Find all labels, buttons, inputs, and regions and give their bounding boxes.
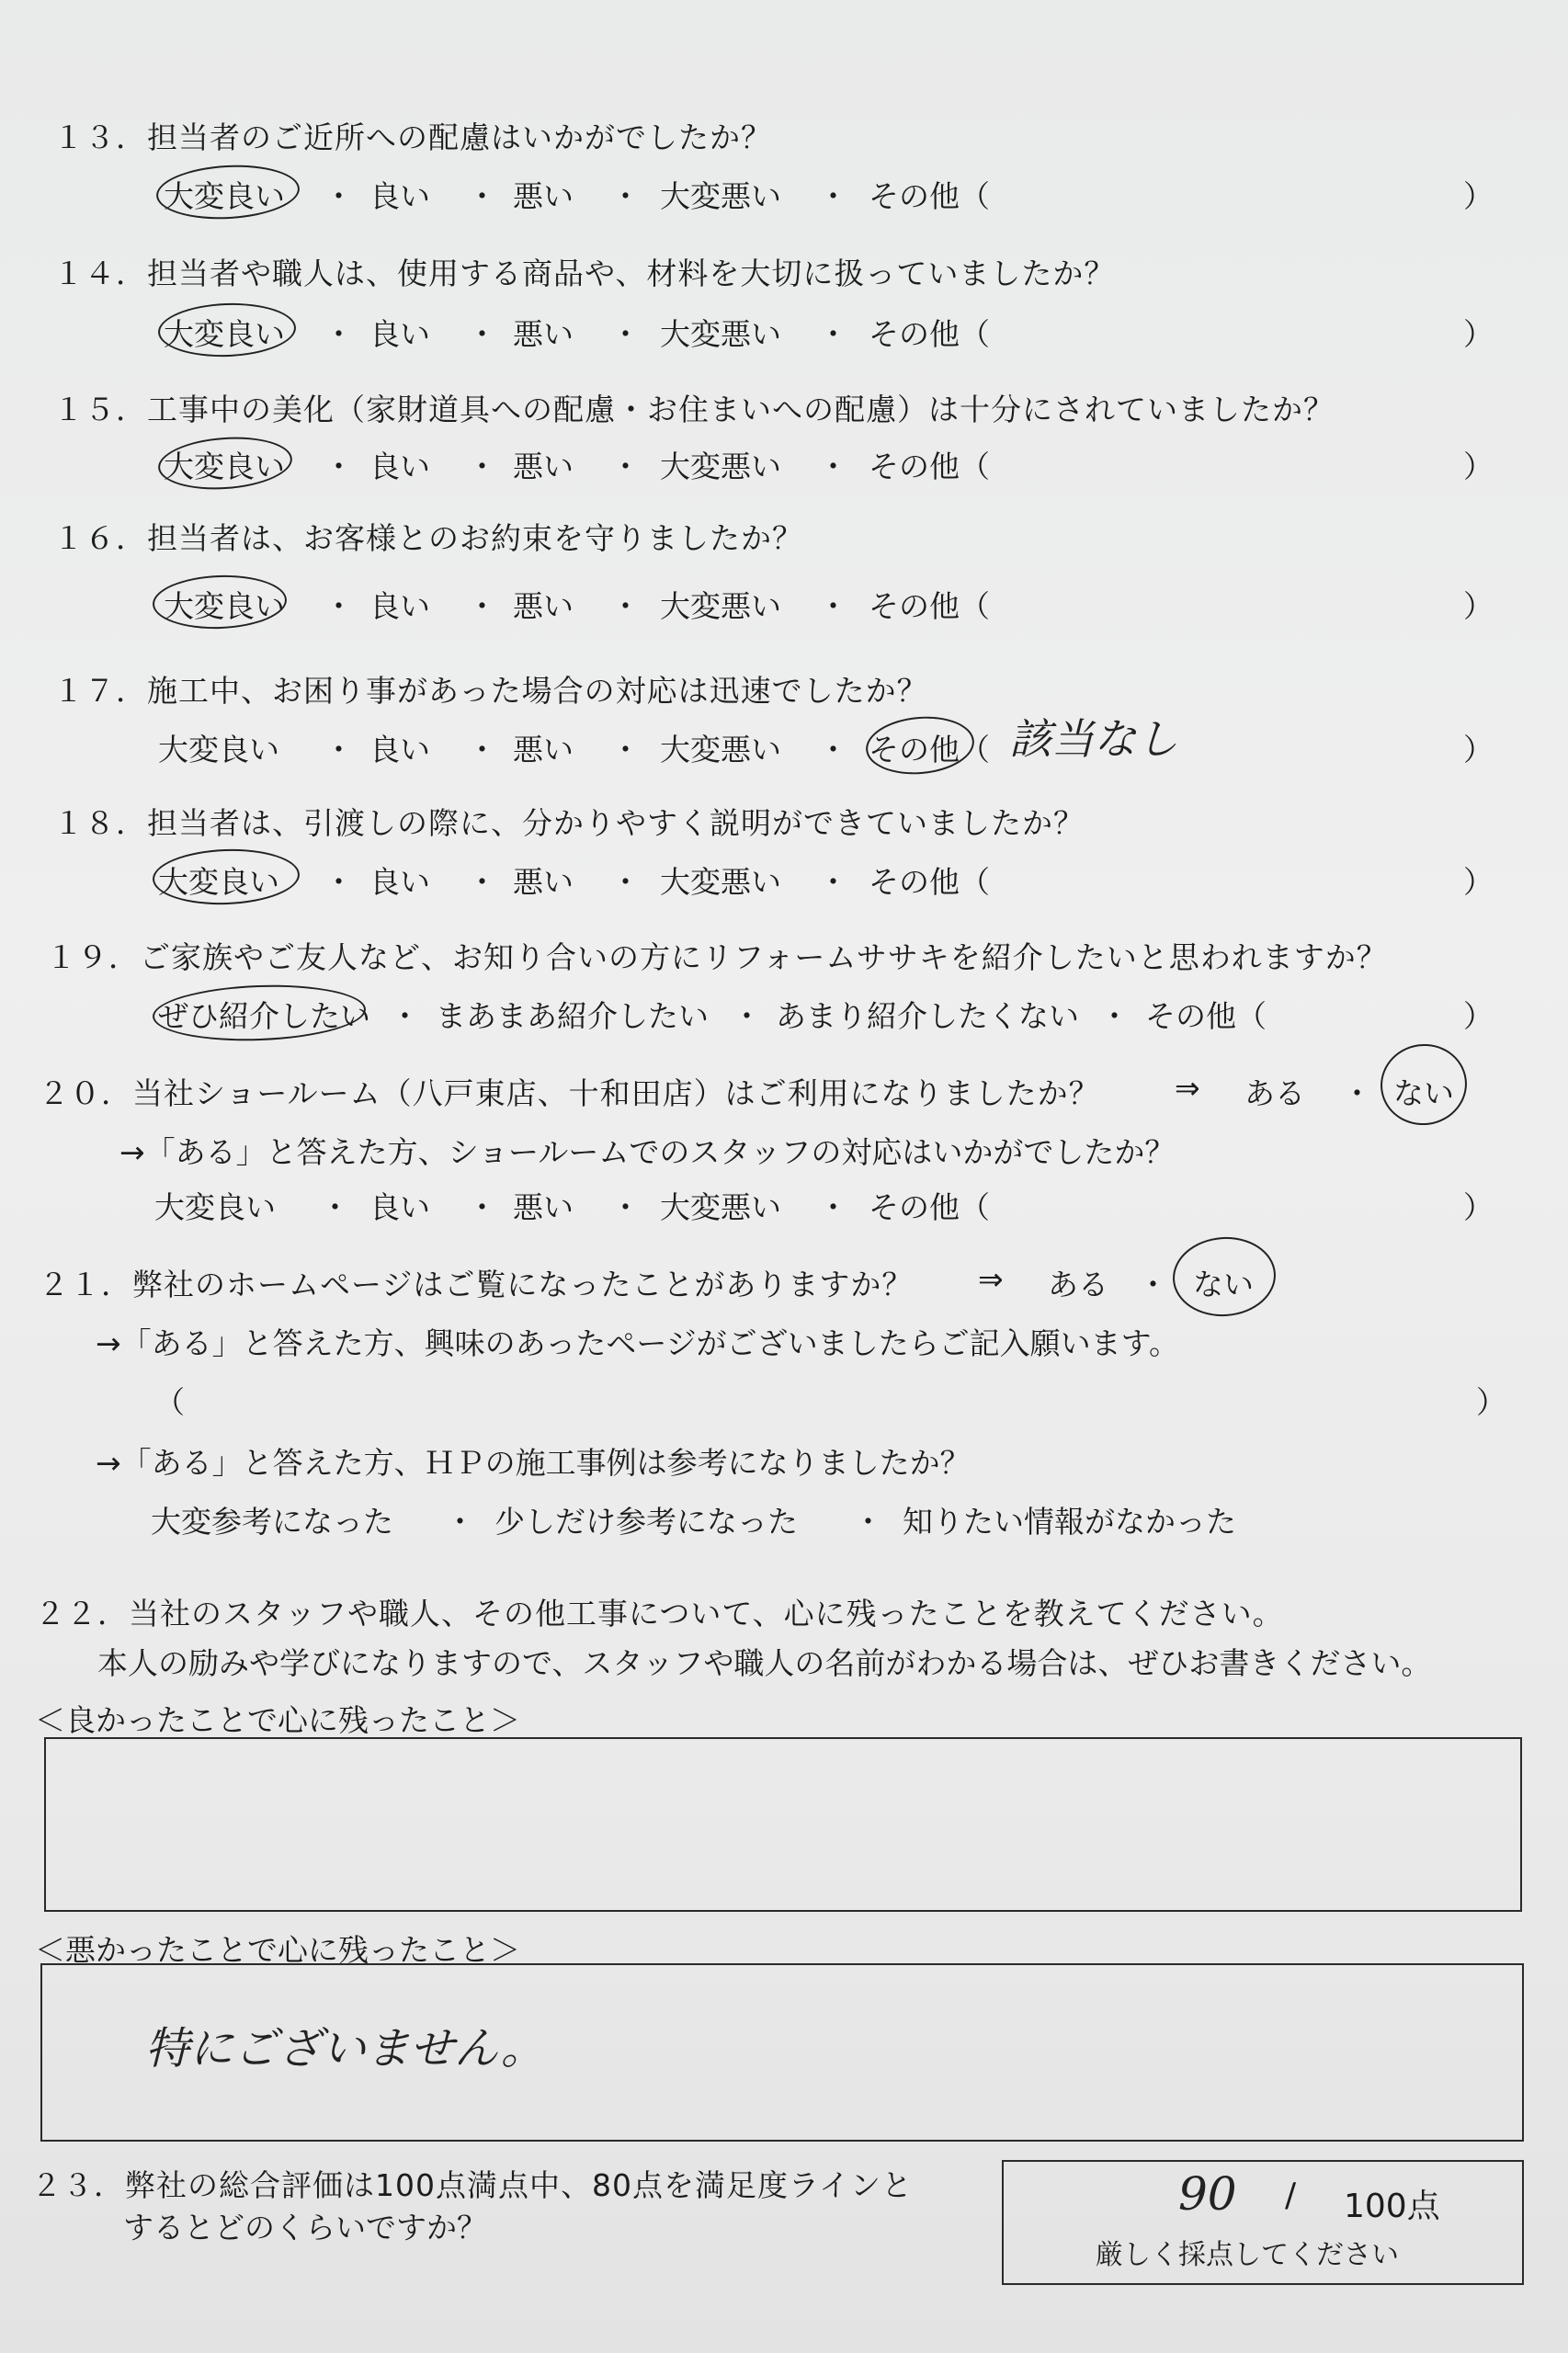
option-other[interactable]: その他（ xyxy=(869,1189,990,1225)
question-14: １４．担当者や職人は、使用する商品や、材料を大切に扱っていましたか？ xyxy=(53,256,1116,291)
separator: ・ xyxy=(610,864,641,900)
option-very-good[interactable]: 大変良い xyxy=(164,316,285,352)
followup-20: →「ある」と答えた方、ショールームでのスタッフの対応はいかがでしたか？ xyxy=(119,1134,1176,1170)
separator: ・ xyxy=(818,1189,848,1225)
handwritten-bad-answer: 特にございません。 xyxy=(145,2023,545,2075)
option-very-helpful[interactable]: 大変参考になった xyxy=(151,1504,393,1540)
followup-21-examples: →「ある」と答えた方、ＨＰの施工事例は参考になりましたか？ xyxy=(96,1445,971,1481)
question-20: ２０．当社ショールーム（八戸東店、十和田店）はご利用になりましたか？ xyxy=(39,1075,1100,1111)
question-18: １８．担当者は、引渡しの際に、分かりやすく説明ができていましたか？ xyxy=(53,805,1085,841)
option-good[interactable]: 良い xyxy=(369,732,430,767)
option-other[interactable]: その他（ xyxy=(869,449,990,484)
option-bad[interactable]: 悪い xyxy=(513,316,574,352)
option-good[interactable]: 良い xyxy=(369,316,430,352)
separator: ・ xyxy=(467,316,497,352)
question-22: ２２．当社のスタッフや職人、その他工事について、心に残ったことを教えてください。 xyxy=(35,1596,1284,1631)
option-other[interactable]: その他（ xyxy=(1145,998,1267,1034)
separator: ・ xyxy=(467,864,497,900)
separator: ・ xyxy=(324,178,354,214)
paren-close: ） xyxy=(1463,316,1494,352)
score-slash: / xyxy=(1285,2177,1297,2214)
paren-close: ） xyxy=(1463,178,1494,214)
option-good[interactable]: 良い xyxy=(369,588,430,624)
separator: ・ xyxy=(818,449,848,484)
option-very-good[interactable]: 大変良い xyxy=(164,449,285,484)
separator: ・ xyxy=(610,732,641,767)
handwritten-score: 90 xyxy=(1178,2167,1237,2221)
option-no-info[interactable]: 知りたい情報がなかった xyxy=(903,1504,1236,1540)
paren-close: ） xyxy=(1463,449,1494,484)
question-16: １６．担当者は、お客様とのお約束を守りましたか？ xyxy=(53,520,803,556)
option-yes[interactable]: ある xyxy=(1048,1267,1108,1302)
question-22-note: 本人の励みや学びになりますので、スタッフや職人の名前がわかる場合は、ぜひお書きください。 xyxy=(97,1645,1432,1681)
separator: ・ xyxy=(467,588,497,624)
question-23: ２３．弊社の総合評価は100点満点中、80点を満足度ラインと xyxy=(31,2167,913,2203)
score-max: 100点 xyxy=(1344,2188,1440,2225)
question-15: １５．工事中の美化（家財道具への配慮・お住まいへの配慮）は十分にされていましたか？ xyxy=(53,392,1335,427)
question-19: １９．ご家族やご友人など、お知り合いの方にリフォームササキを紹介したいと思われますか？ xyxy=(46,939,1388,975)
option-good[interactable]: 良い xyxy=(369,449,430,484)
paren-close: ） xyxy=(1463,864,1494,900)
question-23-line2: するとどのくらいですか？ xyxy=(123,2210,487,2245)
option-somewhat-recommend[interactable]: まあまあ紹介したい xyxy=(436,998,709,1034)
option-no[interactable]: ない xyxy=(1193,1267,1254,1302)
option-very-good[interactable]: 大変良い xyxy=(164,178,285,214)
paren-close: ） xyxy=(1463,998,1494,1034)
separator: ・ xyxy=(467,1189,497,1225)
option-bad[interactable]: 悪い xyxy=(513,178,574,214)
option-very-good[interactable]: 大変良い xyxy=(164,588,285,624)
separator: ・ xyxy=(1099,998,1130,1034)
question-21: ２１．弊社のホームページはご覧になったことがありますか？ xyxy=(39,1267,914,1302)
separator: ・ xyxy=(445,1504,475,1540)
option-very-bad[interactable]: 大変悪い xyxy=(660,864,781,900)
option-yes[interactable]: ある xyxy=(1244,1075,1305,1111)
separator: ・ xyxy=(610,588,641,624)
followup-21-pages: →「ある」と答えた方、興味のあったページがございましたらご記入願います。 xyxy=(96,1325,1180,1361)
paren-close: ） xyxy=(1463,732,1494,767)
arrow: ⇒ xyxy=(978,1261,1004,1297)
separator: ・ xyxy=(467,732,497,767)
paren-open: （ xyxy=(154,1384,185,1420)
option-bad[interactable]: 悪い xyxy=(513,732,574,767)
question-13: １３．担当者のご近所への配慮はいかがでしたか？ xyxy=(53,119,772,155)
option-very-good[interactable]: 大変良い xyxy=(154,1189,276,1225)
option-bad[interactable]: 悪い xyxy=(513,449,574,484)
score-note: 厳しく採点してください xyxy=(1096,2239,1399,2271)
separator: ・ xyxy=(390,998,420,1034)
option-other[interactable]: その他（ xyxy=(869,864,990,900)
paren-close: ） xyxy=(1463,1189,1494,1225)
separator: ・ xyxy=(467,178,497,214)
separator: ・ xyxy=(1342,1075,1372,1111)
separator: ・ xyxy=(324,588,354,624)
separator: ・ xyxy=(732,998,762,1034)
separator: ・ xyxy=(324,864,354,900)
separator: ・ xyxy=(818,864,848,900)
separator: ・ xyxy=(610,1189,641,1225)
option-very-bad[interactable]: 大変悪い xyxy=(660,178,781,214)
option-bad[interactable]: 悪い xyxy=(513,1189,574,1225)
option-very-bad[interactable]: 大変悪い xyxy=(660,1189,781,1225)
separator: ・ xyxy=(1138,1267,1168,1302)
option-very-bad[interactable]: 大変悪い xyxy=(660,732,781,767)
option-good[interactable]: 良い xyxy=(369,178,430,214)
separator: ・ xyxy=(818,316,848,352)
paren-close: ） xyxy=(1463,588,1494,624)
option-other[interactable]: その他（ xyxy=(869,732,990,767)
option-not-really-recommend[interactable]: あまり紹介したくない xyxy=(776,998,1079,1034)
good-memories-label: ＜良かったことで心に残ったこと＞ xyxy=(35,1702,520,1738)
option-good[interactable]: 良い xyxy=(369,864,430,900)
good-memories-box[interactable] xyxy=(44,1737,1522,1912)
option-bad[interactable]: 悪い xyxy=(513,588,574,624)
bad-memories-label: ＜悪かったことで心に残ったこと＞ xyxy=(35,1932,520,1968)
option-other[interactable]: その他（ xyxy=(869,178,990,214)
option-other[interactable]: その他（ xyxy=(869,588,990,624)
option-good[interactable]: 良い xyxy=(369,1189,430,1225)
option-very-good[interactable]: 大変良い xyxy=(158,864,279,900)
separator: ・ xyxy=(324,732,354,767)
separator: ・ xyxy=(324,316,354,352)
separator: ・ xyxy=(818,732,848,767)
option-no[interactable]: ない xyxy=(1393,1075,1454,1111)
option-slightly-helpful[interactable]: 少しだけ参考になった xyxy=(494,1504,798,1540)
arrow: ⇒ xyxy=(1175,1070,1200,1106)
option-very-bad[interactable]: 大変悪い xyxy=(660,588,781,624)
option-definitely-recommend[interactable]: ぜひ紹介したい xyxy=(158,998,370,1034)
option-bad[interactable]: 悪い xyxy=(513,864,574,900)
separator: ・ xyxy=(610,178,641,214)
separator: ・ xyxy=(320,1189,350,1225)
handwritten-other-note: 該当なし xyxy=(1009,714,1178,764)
separator: ・ xyxy=(818,178,848,214)
separator: ・ xyxy=(610,316,641,352)
question-17: １７．施工中、お困り事があった場合の対応は迅速でしたか？ xyxy=(53,673,928,709)
option-very-bad[interactable]: 大変悪い xyxy=(660,316,781,352)
option-other[interactable]: その他（ xyxy=(869,316,990,352)
separator: ・ xyxy=(853,1504,883,1540)
option-very-bad[interactable]: 大変悪い xyxy=(660,449,781,484)
separator: ・ xyxy=(818,588,848,624)
separator: ・ xyxy=(610,449,641,484)
option-very-good[interactable]: 大変良い xyxy=(158,732,279,767)
separator: ・ xyxy=(324,449,354,484)
separator: ・ xyxy=(467,449,497,484)
paren-close: ） xyxy=(1476,1384,1506,1420)
